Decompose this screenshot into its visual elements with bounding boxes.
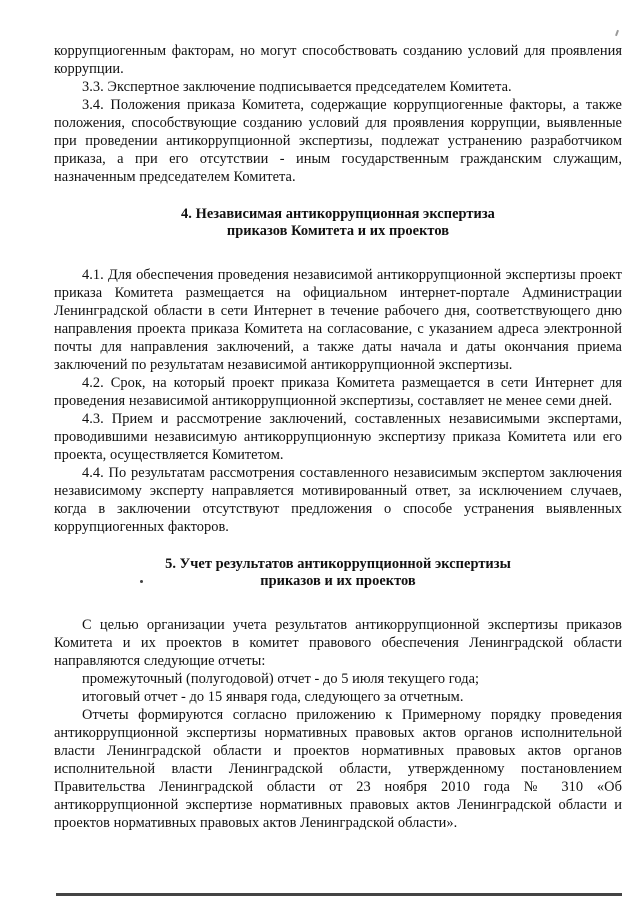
paragraph-4-3: 4.3. Прием и рассмотрение заключений, составленных независимыми экспертами, проводившими независимую антикоррупционную экспертизу приказа Комитета или его проекта, осуществляется Комитетом. (54, 411, 622, 463)
paragraph-4-2: 4.2. Срок, на который проект приказа Комитета размещается в сети Интернет для проведения независимой антикоррупционной экспертизы, составляет не менее семи дней. (54, 375, 622, 409)
section-5-heading (54, 556, 622, 590)
scan-dot (140, 580, 143, 583)
scan-speck (615, 30, 619, 36)
document-page (54, 42, 622, 832)
paragraph-5-intro: С целью организации учета результатов антикоррупционной экспертизы приказов Комитета и их проектов в комитет правового обеспечения Ленинградской области направляются следующие отчеты: (54, 617, 622, 669)
paragraph-3-3: 3.3. Экспертное заключение подписывается председателем Комитета. (82, 79, 512, 95)
section-5-heading-line-1: 5. Учет результатов антикоррупционной экспертизы (165, 556, 511, 572)
paragraph-4-1: 4.1. Для обеспечения проведения независимой антикоррупционной экспертизы проект приказа Комитета размещается на официальном интернет-портале Администрации Ленинградской области в сети Интернет в течение рабочего дня, соответствующего дню направления проекта приказа Комитета на согласование, с указанием адреса электронной почты для направления заключений, а также даты начала и даты окончания приема заключений по результатам независимой антикоррупционной экспертизы. (54, 267, 622, 373)
paragraph-5-interim-report: промежуточный (полугодовой) отчет - до 5 июля текущего года; (82, 671, 480, 687)
paragraph-3-4: 3.4. Положения приказа Комитета, содержащие коррупциогенные факторы, а также положения, способствующие созданию условий для проявления коррупции, выявленные при проведении антикоррупционной экспертизы, подлежат устранению разработчиком приказа, а при его отсутствии - иным государственным гражданским служащим, назначенным председателем Комитета. (54, 97, 622, 185)
section-4-heading-line-2: приказов Комитета и их проектов (226, 223, 450, 239)
paragraph-5-final-report: итоговый отчет - до 15 января года, следующего за отчетным. (82, 689, 464, 705)
section-5-heading-line-2: приказов и их проектов (260, 573, 416, 589)
section-4-heading-line-1: 4. Независимая антикоррупционная экспертиза (181, 206, 495, 222)
paragraph-4-4: 4.4. По результатам рассмотрения составленного независимым экспертом заключения независимому эксперту направляется мотивированный ответ, за исключением случаев, когда в заключении отсутствуют предложения о способе устранения выявленных коррупциогенных факторов. (54, 465, 622, 535)
paragraph-continued: коррупциогенным факторам, но могут способствовать созданию условий для проявления коррупции. (54, 43, 622, 77)
section-4-heading (54, 206, 622, 240)
paragraph-5-reports-formation: Отчеты формируются согласно приложению к Примерному порядку проведения антикоррупционной экспертизы нормативных правовых актов органов исполнительной власти Ленинградской области и проектов нормативных правовых актов органов исполнительной власти Ленинградской области, утвержденному постановлением Правительства Ленинградской области от 23 ноября 2010 года № 310 «Об антикоррупционной экспертизе нормативных правовых актов Ленинградской области и проектов нормативных правовых актов Ленинградской области». (54, 707, 622, 831)
bottom-edge-line (56, 893, 622, 896)
